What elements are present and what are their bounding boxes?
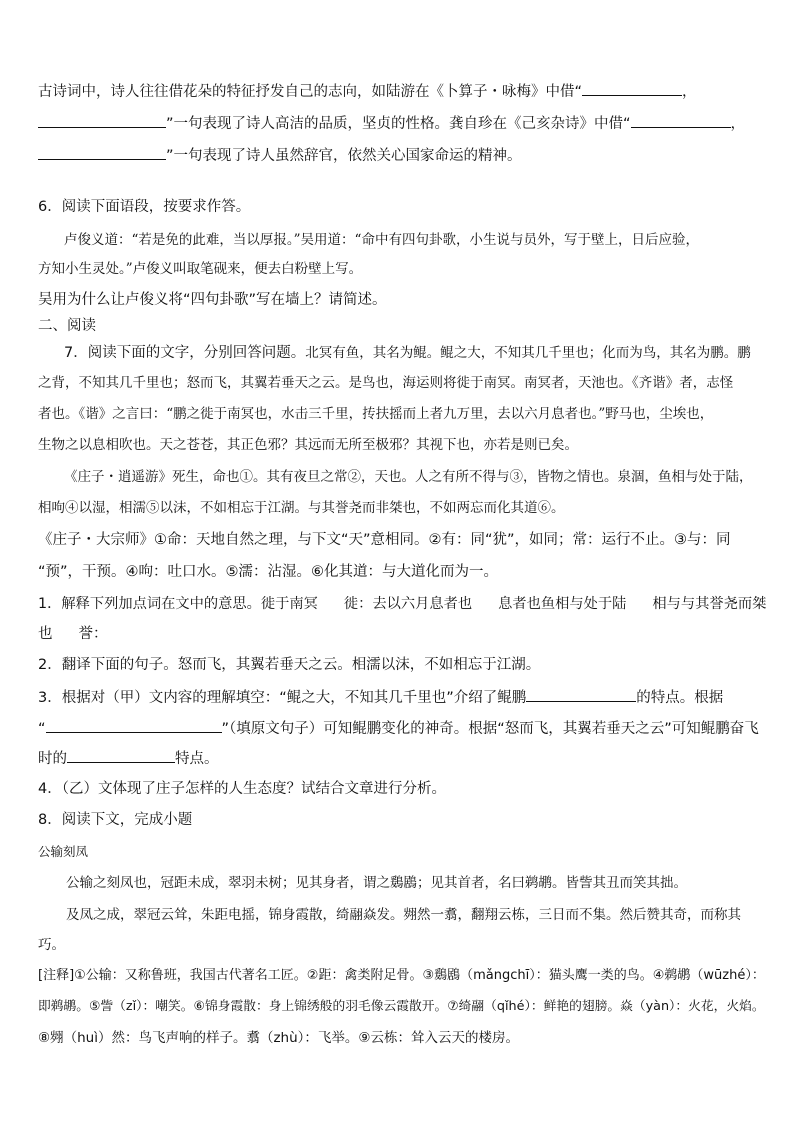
q5-text: ，: [682, 84, 697, 100]
q7-passage: 者也。《谐》之言曰：“鹏之徙于南冥也，水击三千里，抟扶摇而上者九万里，去以六月息者也。”野马也，尘埃也，: [38, 406, 714, 422]
q7-note: 《庄子・大宗师》①命：天地自然之理，与下文“天”意相同。②有：同“犹”，如同；常：运行不止。③与：同: [38, 532, 731, 548]
q7-title: 7．阅读下面的文字，分别回答问题。: [64, 345, 306, 361]
answer-blank[interactable]: [526, 687, 636, 702]
q7-q1-text: 也: [38, 626, 53, 642]
q7-q1-text: 1．解释下列加点词在文中的意思。徙于南冥: [38, 596, 318, 612]
q7-q3-text: 特点。: [175, 751, 219, 767]
q8-passage: 巧。: [38, 937, 65, 953]
answer-blank[interactable]: [582, 81, 682, 96]
q5-text: 古诗词中，诗人往往借花朵的特征抒发自己的志向，如陆游在《卜算子・咏梅》中借“: [38, 84, 583, 100]
q7-intro: [64, 343, 751, 363]
q7-q3-text: “: [38, 721, 46, 737]
q7-passage: 《庄子・逍遥游》死生，命也①。其有夜旦之常②，天也。人之有所不得与③，皆物之情也。泉涸，鱼相与处于陆，: [64, 469, 753, 485]
q7-passage: 之背，不知其几千里也；怒而飞，其翼若垂天之云。是鸟也，海运则将徙于南冥。南冥者，天池也。《齐谐》者，志怪: [38, 375, 734, 391]
q7-q1-text: 徙：去以六月息者也: [343, 596, 473, 612]
answer-blank[interactable]: [631, 113, 731, 128]
q5-text: ”一句表现了诗人高洁的品质，坚贞的性格。龚自珍在《己亥杂诗》中借“: [166, 116, 631, 132]
q5-line-1: [38, 81, 697, 102]
q7-question-1-cont: [38, 624, 108, 644]
q7-question-2: 2．翻译下面的句子。怒而飞，其翼若垂天之云。相濡以沫，不如相忘于江湖。: [38, 657, 541, 673]
q7-question-4: 4．（乙）文体现了庄子怎样的人生态度？试结合文章进行分析。: [38, 781, 446, 797]
q7-question-3-cont: [38, 718, 759, 739]
q8-title: 8．阅读下文，完成小题: [38, 812, 193, 828]
section-heading: 二、阅读: [38, 318, 96, 334]
q7-passage: 生物之以息相吹也。天之苍苍，其正色邪？其远而无所至极邪？其视下也，亦若是则已矣。: [38, 437, 578, 453]
q8-note: [注释]①公输：又称鲁班，我国古代著名工匠。②距：禽类附足骨。③鶢鶋（mǎngchī）：猫头鹰一类的鸟。④鹈鹕（wūzhé）：: [38, 968, 765, 983]
q6-passage: 方知小生灵处。”卢俊义叫取笔砚来，便去白粉壁上写。: [38, 261, 363, 277]
q7-q3-text: ”（填原文句子）可知鲲鹏变化的神奇。根据“怒而飞，其翼若垂天之云”可知鲲鹏奋飞: [221, 721, 759, 737]
q5-text: ，: [730, 116, 746, 132]
q7-question-3: [38, 687, 723, 708]
q5-text: ”一句表现了诗人虽然辞官，依然关心国家命运的精神。: [166, 148, 522, 164]
q7-q3-text: 时的: [38, 751, 67, 767]
q6-passage: 卢俊义道：“若是免的此难，当以厚报。”吴用道：“命中有四句卦歌，小生说与员外，写于壁上，日后应验，: [64, 232, 699, 248]
q5-line-3: [38, 145, 522, 166]
q7-passage: 北冥有鱼，其名为鲲。鲲之大，不知其几千里也；化而为鸟，其名为鹏。鹏: [305, 345, 751, 361]
q7-q1-text: 誉：: [78, 626, 108, 642]
q7-q1-text: 相与与其誉尧而桀: [652, 596, 767, 612]
q7-q1-text: 息者也鱼相与处于陆: [498, 596, 627, 612]
q7-note: “预”，干预。④呴：吐口水。⑤濡：沾湿。⑥化其道：与大道化而为一。: [38, 564, 499, 580]
answer-blank[interactable]: [38, 145, 166, 160]
q7-question-1: [38, 594, 766, 614]
q7-question-3-cont: [38, 748, 219, 769]
q7-q3-text: 3．根据对（甲）文内容的理解填空：“鲲之大，不知其几千里也”介绍了鲲鹏: [38, 690, 527, 706]
q6-question: 吴用为什么让卢俊义将“四句卦歌”写在墙上？请简述。: [38, 292, 387, 308]
q6-title: 6．阅读下面语段，按要求作答。: [38, 199, 251, 215]
q8-text-title: 公输刻凤: [38, 844, 89, 859]
q7-passage: 相呴④以湿，相濡⑤以沫，不如相忘于江湖。与其誉尧而非桀也，不如两忘而化其道⑥。: [38, 500, 565, 516]
answer-blank[interactable]: [38, 113, 166, 128]
q8-note: ⑧翙（huì）然：鸟飞声响的样子。翥（zhù）：飞举。⑨云栋：耸入云天的楼房。: [38, 1030, 520, 1046]
q8-passage: 及凤之成，翠冠云耸，朱距电摇，锦身霞散，绮翮焱发。翙然一翥，翻翔云栋，三日而不集。然后赞其奇，而称其: [66, 907, 741, 923]
q8-note: 即鹈鹕。⑤訾（zǐ）：嘲笑。⑥锦身霞散：身上锦绣般的羽毛像云霞散开。⑦绮翮（qǐhé）：鲜艳的翅膀。焱（yàn）：火花，火焰。: [38, 999, 765, 1014]
answer-blank[interactable]: [67, 748, 175, 763]
q5-line-2: [38, 113, 745, 134]
answer-blank[interactable]: [46, 718, 222, 733]
q8-passage: 公输之刻凤也，冠距未成，翠羽未树；见其身者，谓之鶢鶋；见其首者，名曰鹈鹕。皆訾其丑而笑其拙。: [66, 875, 687, 891]
q7-q3-text: 的特点。根据: [636, 690, 724, 706]
